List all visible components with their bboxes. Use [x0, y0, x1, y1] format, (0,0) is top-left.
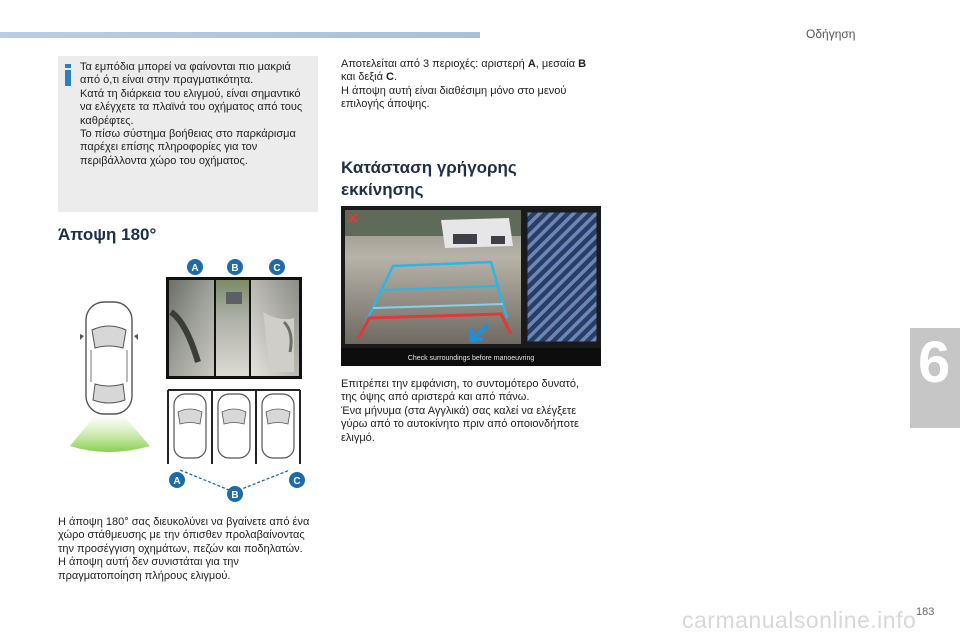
quick-start-description: [341, 378, 579, 445]
info-line: να ελέγχετε τα πλαϊνά του οχήματος από τους: [80, 101, 303, 114]
zone-label: C: [273, 263, 281, 274]
zones-description: [341, 58, 586, 112]
chapter-number: 6: [918, 330, 951, 395]
detection-zone: [70, 414, 150, 452]
view180-diagram: [58, 252, 318, 507]
view180-description: [58, 516, 309, 583]
parked-car-icon: [174, 394, 294, 458]
zone-label: A: [173, 476, 181, 487]
info-note-box: [58, 56, 318, 212]
info-line: Το πίσω σύστημα βοήθειας στο παρκάρισμα: [80, 128, 296, 141]
info-line: περιβάλλοντα χώρο του οχήματος.: [80, 154, 248, 167]
info-line: από ό,τι είναι στην πραγματικότητα.: [80, 74, 254, 87]
text-line: την προσέγγιση οχημάτων, πεζών και ποδηλατών.: [58, 542, 303, 555]
section-title: Οδήγηση: [806, 27, 856, 41]
watermark: carmanualsonline.info: [682, 607, 917, 633]
zone-label-b-bottom: [227, 486, 243, 502]
info-note-text: [80, 61, 308, 168]
zone-a-ref: A: [527, 58, 536, 70]
zone-label-a-top: [187, 259, 203, 275]
text-line: Ένα μήνυμα (στα Αγγλικά) σας καλεί να ελέγξετε: [341, 404, 577, 417]
zone-label-c-bottom: [289, 472, 305, 488]
text-line: Αποτελείται από 3 περιοχές: αριστερή A, μεσαία B: [341, 58, 587, 70]
text-line: Η άποψη αυτή δεν συνιστάται για την: [58, 556, 239, 569]
info-line: παρέχει επίσης πληροφορίες για τον: [80, 141, 258, 154]
text-line: ελιγμό.: [341, 431, 375, 444]
text-line: Η άποψη αυτή είναι διαθέσιμη μόνο στο μενού: [341, 84, 567, 97]
info-line: καθρέφτες.: [80, 114, 134, 127]
zone-b-ref: B: [578, 58, 587, 70]
zone-label-b-top: [227, 259, 243, 275]
page-number: 183: [916, 606, 935, 618]
quick-start-screen: [341, 206, 601, 366]
view180-heading: Άποψη 180°: [58, 225, 157, 244]
zone-label: B: [231, 263, 239, 274]
text-line: της όψης από αριστερά και από πάνω.: [341, 391, 530, 404]
info-icon: [65, 64, 71, 86]
info-line: Τα εμπόδια μπορεί να φαίνονται πιο μακριά: [80, 61, 291, 73]
zone-c-ref: C: [386, 71, 394, 84]
text-line: πραγματοποίηση πλήρους ελιγμού.: [58, 569, 231, 582]
zone-label-c-top: [269, 259, 285, 275]
text-line: και δεξιά C.: [341, 71, 398, 84]
zone-label: B: [231, 490, 239, 501]
zone-label: C: [293, 476, 301, 487]
header-accent-bar: [0, 32, 480, 38]
info-line: Κατά τη διάρκεια του ελιγμού, είναι σημαντικό: [80, 87, 301, 100]
text-line: χώρο στάθμευσης με την όπισθεν προλαβαίνοντας: [58, 529, 305, 542]
car-topview-icon: [80, 302, 138, 414]
quick-start-heading: Κατάσταση γρήγορης εκκίνησης: [341, 158, 517, 199]
zone-label-a-bottom: [169, 472, 185, 488]
text-line: γύρω από το αυτοκίνητο πριν από οποιονδήποτε: [341, 418, 579, 431]
text-line: Η άποψη 180° σας διευκολύνει να βγαίνετε από ένα: [58, 516, 310, 528]
chapter-tab[interactable]: [910, 328, 960, 428]
zone-label: A: [191, 263, 199, 274]
screen-warning-message: Check surroundings before manoeuvring: [407, 355, 535, 362]
text-line: επιλογής άποψης.: [341, 98, 430, 111]
text-line: Επιτρέπει την εμφάνιση, το συντομότερο δυνατό,: [341, 378, 580, 390]
